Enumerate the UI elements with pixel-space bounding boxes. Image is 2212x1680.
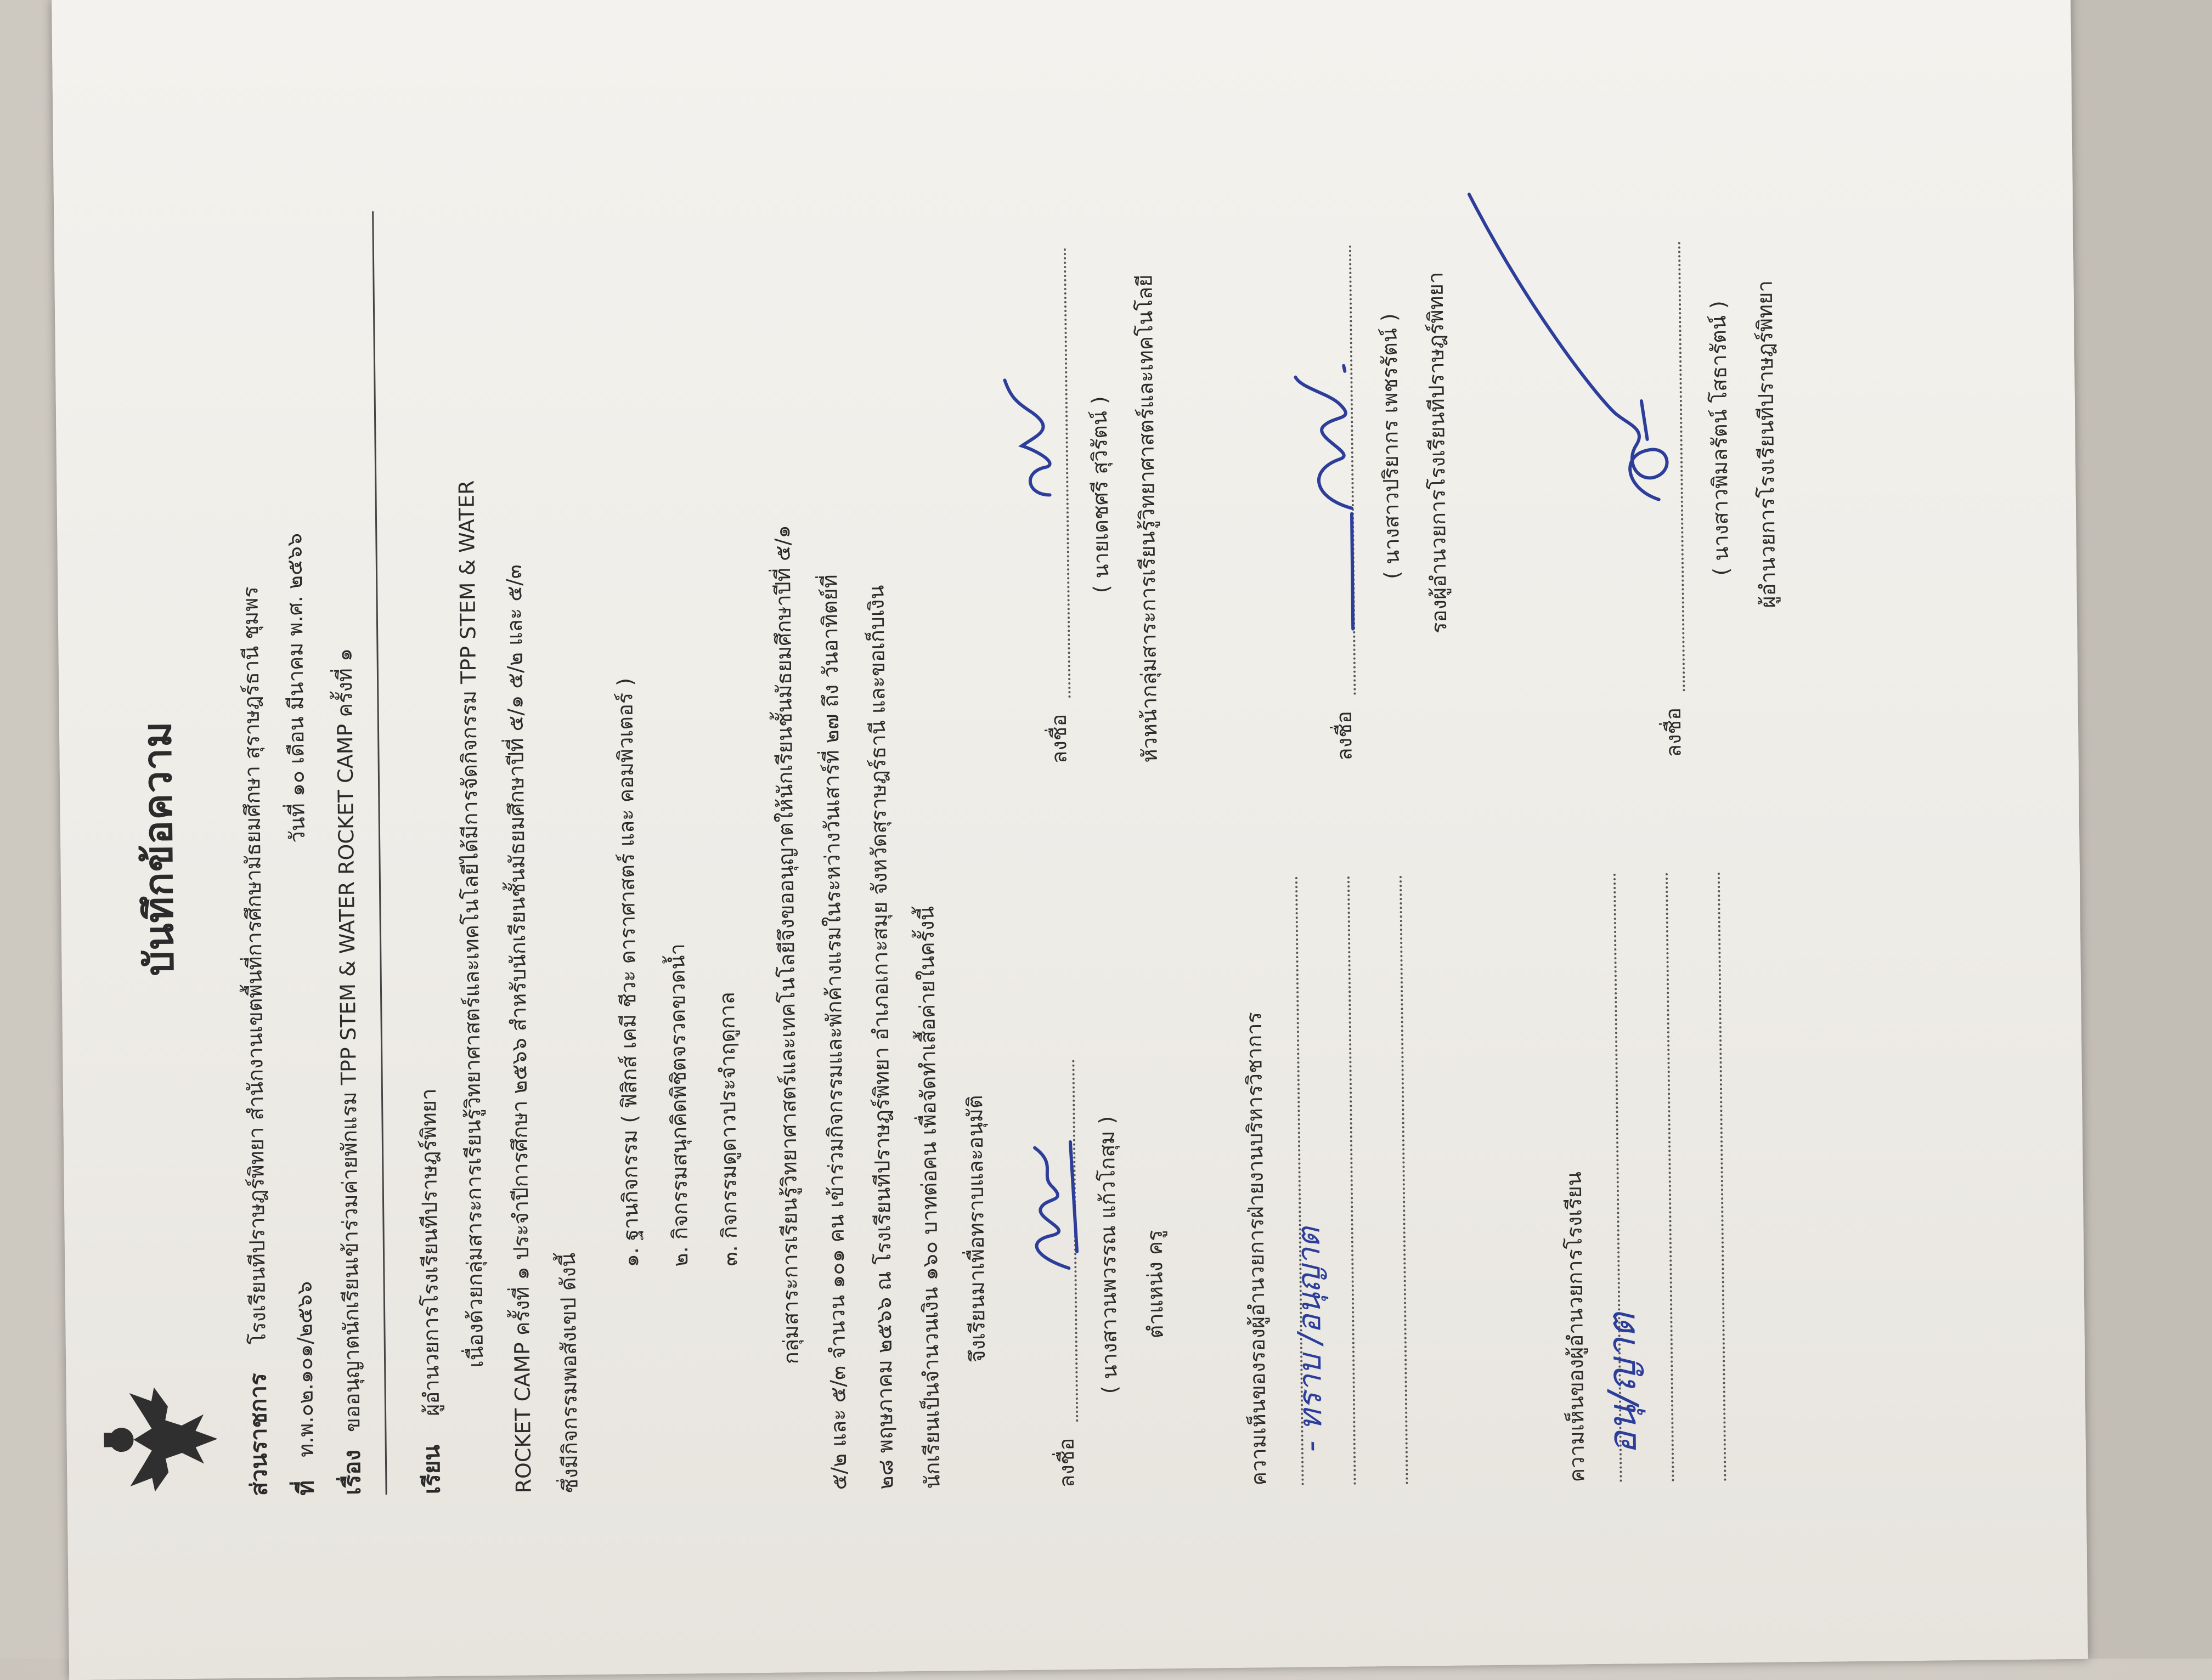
body-line: เนื่องด้วยกลุ่มสาระการเรียนรู้วิทยาศาสตร์และเทคโนโลยีได้มีการจัดกิจกรรม TPP STEM & WATER: [454, 480, 488, 1368]
subject-row: [330, 648, 366, 1495]
signer-position: ตำแหน่ง ครู: [1142, 1230, 1168, 1339]
body-line: ๕/๒ และ ๕/๓ จำนวน ๑๐๑ คน เข้าร่วมกิจกรรมและพักค้างแรมในระหว่างวันเสาร์ที่ ๒๗ ถึง วันอาทิตย์ที่: [817, 574, 851, 1490]
list-item: ๓. กิจกรรมดูดาวประจำฤดูกาล: [715, 992, 742, 1266]
sign-label: ลงชื่อ: [1331, 711, 1357, 761]
signer-name: ( นางสาวปริยากร เพชรรัตน์ ): [1377, 313, 1404, 580]
ref-label: ที่: [292, 1480, 319, 1496]
body-line: ๒๘ พฤษภาคม ๒๕๖๖ ณ โรงเรียนทีปราษฎร์พิทยา อำเภอเกาะสมุย จังหวัดสุราษฎร์ธานี และขอเก็บเงิน: [864, 585, 898, 1490]
agency-value: โรงเรียนทีปราษฎร์พิทยา สำนักงานเขตพื้นที่การศึกษามัธยมศึกษา สุราษฎร์ธานี ชุมพร: [238, 586, 270, 1345]
memo-document: [47, 89, 2092, 1570]
subject-label: เรื่อง: [338, 1449, 366, 1496]
signer-position: หัวหน้ากลุ่มสาระการเรียนรู้วิทยาศาสตร์และเทคโนโลยี: [1132, 274, 1162, 763]
signer-name: ( นายเดชศรี สุวิรัตน์ ): [1087, 396, 1114, 593]
garuda-emblem-icon: [99, 1381, 226, 1497]
list-item: ๑. ฐานกิจกรรม ( ฟิสิกส์ เคมี ชีวะ ดาราศาสตร์ และ คอมพิวเตอร์ ): [613, 677, 644, 1268]
opinion-line: [1400, 875, 1408, 1484]
signer-name: ( นางสาวพิมลรัตน์ โสธารัตน์ ): [1706, 301, 1734, 576]
opinion-handwritten: อนุ/ญาต: [1599, 1313, 1645, 1455]
body-line: ซึ่งมีกิจกรรมพอสังเขป ดังนี้: [556, 1252, 583, 1493]
signature-1: [1002, 1131, 1086, 1275]
signer-position: ผู้อำนวยการโรงเรียนทีปราษฎร์พิทยา: [1752, 280, 1780, 608]
closing-text: จึงเรียนมาเพื่อทราบและอนุมัติ: [963, 1095, 990, 1363]
body-line: ROCKET CAMP ครั้งที่ ๑ ประจำปีการศึกษา ๒๕๖๖ สำหรับนักเรียนชั้นมัธยมศึกษาปีที่ ๕/๑ ๕/๒ และ ๕/๓: [501, 564, 536, 1494]
agency-label: ส่วนราชการ: [244, 1373, 273, 1496]
opinion-handwritten: - ทราบ /อนุญาต: [1289, 1226, 1329, 1452]
list-item: ๒. กิจกรรมสนุกคิดพิชิตจรวดขวดน้ำ: [665, 943, 693, 1267]
ref-row: [290, 1281, 320, 1496]
signature-4: [1458, 170, 1692, 523]
opinion-line: [1666, 873, 1674, 1481]
body-line: นักเรียนเป็นจำนวนเงิน ๑๖๐ บาทต่อคน เพื่อจัดทำเสื้อค่ายในครั้งนี้: [914, 906, 945, 1489]
subject-value: ขออนุญาตนักเรียนเข้าร่วมค่ายพักแรม TPP STEM & WATER ROCKET CAMP ครั้งที่ ๑: [332, 648, 365, 1433]
date-value: วันที่ ๑๐ เดือน มีนาคม พ.ศ. ๒๕๖๖: [282, 533, 310, 843]
opinion-line: [1718, 872, 1726, 1481]
to-label: เรียน: [417, 1444, 445, 1495]
agency-row: [236, 586, 273, 1496]
sign-label: ลงชื่อ: [1054, 1438, 1079, 1488]
signature-3: [1278, 294, 1380, 635]
opinion-label: ความเห็นของผู้อำนวยการโรงเรียน: [1561, 1171, 1589, 1483]
opinion-line: [1347, 876, 1356, 1485]
to-value: ผู้อำนวยการโรงเรียนทีปราษฎร์พิทยา: [416, 1088, 444, 1417]
body-line: กลุ่มสาระการเรียนรู้วิทยาศาสตร์และเทคโนโลยีจึงขออนุญาตให้นักเรียนชั้นมัธยมศึกษาปีที่ ๕/๑: [770, 525, 804, 1365]
sign-label: ลงชื่อ: [1046, 714, 1071, 764]
page-title: บันทึกข้อความ: [133, 721, 183, 976]
signer-position: รองผู้อำนวยการโรงเรียนทีปราษฎร์พิทยา: [1423, 271, 1452, 634]
to-row: [414, 1088, 446, 1494]
signer-name: ( นางสาวนพวรรณ แก้วโกสุม ): [1094, 1116, 1122, 1394]
opinion-label: ความเห็นของรองผู้อำนวยการฝ่ายงานบริหารวิชาการ: [1242, 1011, 1271, 1486]
header-divider: [372, 211, 387, 1495]
ref-value: ท.พ.๐๒.๑๐๑/๒๕๖๖: [292, 1281, 318, 1458]
paper-sheet: [52, 0, 2088, 1680]
signature-2: [988, 363, 1077, 507]
sign-label: ลงชื่อ: [1661, 707, 1686, 757]
